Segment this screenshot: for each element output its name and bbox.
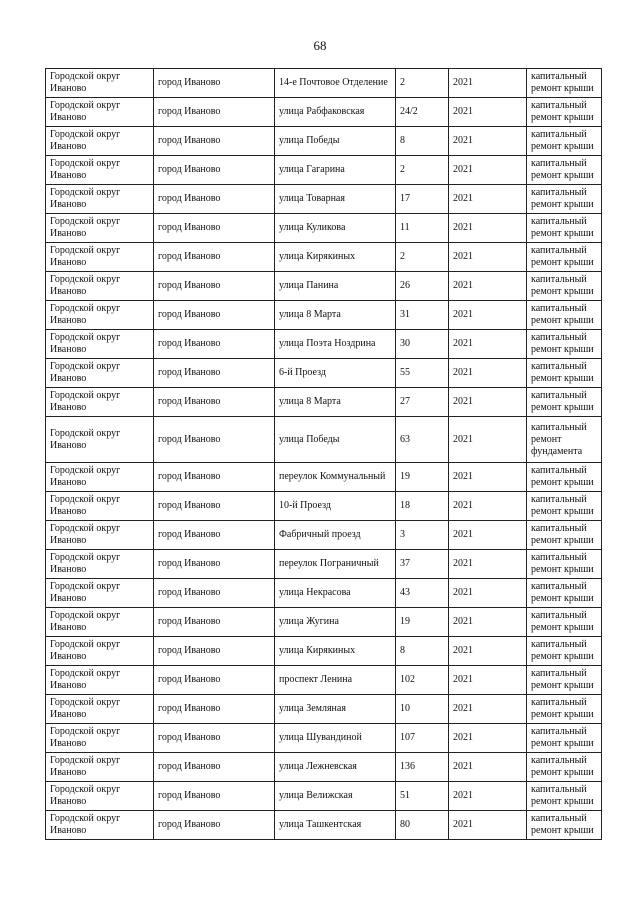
street-cell: улица Шувандиной (275, 724, 396, 753)
work-type-cell: капитальный ремонт крыши (527, 156, 602, 185)
year-cell: 2021 (449, 214, 527, 243)
page-number: 68 (313, 38, 327, 53)
year-cell: 2021 (449, 550, 527, 579)
city-cell: город Иваново (154, 417, 275, 463)
table-row (46, 521, 602, 550)
city-cell: город Иваново (154, 550, 275, 579)
year-cell: 2021 (449, 156, 527, 185)
municipality-cell: Городской округ Иваново (46, 243, 154, 272)
city-cell: город Иваново (154, 724, 275, 753)
street-cell: улица Панина (275, 272, 396, 301)
street-cell: улица Некрасова (275, 579, 396, 608)
municipality-cell: Городской округ Иваново (46, 753, 154, 782)
table-row (46, 272, 602, 301)
house-number-cell: 17 (396, 185, 449, 214)
street-cell: улица Победы (275, 417, 396, 463)
street-cell: улица Лежневская (275, 753, 396, 782)
table-row (46, 550, 602, 579)
municipality-cell: Городской округ Иваново (46, 301, 154, 330)
table-row (46, 214, 602, 243)
table-row (46, 753, 602, 782)
work-type-cell: капитальный ремонт крыши (527, 272, 602, 301)
municipality-cell: Городской округ Иваново (46, 330, 154, 359)
street-cell: улица Велижская (275, 782, 396, 811)
year-cell: 2021 (449, 243, 527, 272)
street-cell: улица Кирякиных (275, 243, 396, 272)
house-number-cell: 10 (396, 695, 449, 724)
year-cell: 2021 (449, 492, 527, 521)
house-number-cell: 19 (396, 608, 449, 637)
city-cell: город Иваново (154, 272, 275, 301)
table-row (46, 782, 602, 811)
house-number-cell: 102 (396, 666, 449, 695)
work-type-cell: капитальный ремонт крыши (527, 579, 602, 608)
work-type-cell: капитальный ремонт крыши (527, 724, 602, 753)
house-number-cell: 2 (396, 69, 449, 98)
table-row (46, 637, 602, 666)
municipality-cell: Городской округ Иваново (46, 272, 154, 301)
work-type-cell: капитальный ремонт крыши (527, 550, 602, 579)
street-cell: переулок Коммунальный (275, 463, 396, 492)
year-cell: 2021 (449, 272, 527, 301)
work-type-cell: капитальный ремонт крыши (527, 301, 602, 330)
table-row (46, 388, 602, 417)
house-number-cell: 63 (396, 417, 449, 463)
house-number-cell: 37 (396, 550, 449, 579)
municipality-cell: Городской округ Иваново (46, 359, 154, 388)
work-type-cell: капитальный ремонт крыши (527, 811, 602, 840)
street-cell: улица Победы (275, 127, 396, 156)
work-type-cell: капитальный ремонт крыши (527, 695, 602, 724)
city-cell: город Иваново (154, 243, 275, 272)
work-type-cell: капитальный ремонт фундамента (527, 417, 602, 463)
street-cell: 6-й Проезд (275, 359, 396, 388)
city-cell: город Иваново (154, 388, 275, 417)
year-cell: 2021 (449, 579, 527, 608)
table-row (46, 608, 602, 637)
table-row (46, 417, 602, 463)
city-cell: город Иваново (154, 463, 275, 492)
city-cell: город Иваново (154, 782, 275, 811)
street-cell: проспект Ленина (275, 666, 396, 695)
municipality-cell: Городской округ Иваново (46, 388, 154, 417)
house-number-cell: 43 (396, 579, 449, 608)
municipality-cell: Городской округ Иваново (46, 492, 154, 521)
work-type-cell: капитальный ремонт крыши (527, 492, 602, 521)
repair-schedule-table (45, 68, 602, 840)
street-cell: улица Кирякиных (275, 637, 396, 666)
house-number-cell: 107 (396, 724, 449, 753)
municipality-cell: Городской округ Иваново (46, 695, 154, 724)
street-cell: 14-е Почтовое Отделение (275, 69, 396, 98)
city-cell: город Иваново (154, 185, 275, 214)
year-cell: 2021 (449, 608, 527, 637)
house-number-cell: 11 (396, 214, 449, 243)
municipality-cell: Городской округ Иваново (46, 579, 154, 608)
municipality-cell: Городской округ Иваново (46, 550, 154, 579)
house-number-cell: 2 (396, 243, 449, 272)
table-row (46, 811, 602, 840)
year-cell: 2021 (449, 185, 527, 214)
house-number-cell: 136 (396, 753, 449, 782)
table-row (46, 156, 602, 185)
city-cell: город Иваново (154, 521, 275, 550)
city-cell: город Иваново (154, 492, 275, 521)
work-type-cell: капитальный ремонт крыши (527, 463, 602, 492)
street-cell: улица Товарная (275, 185, 396, 214)
year-cell: 2021 (449, 521, 527, 550)
municipality-cell: Городской округ Иваново (46, 782, 154, 811)
municipality-cell: Городской округ Иваново (46, 127, 154, 156)
street-cell: улица Гагарина (275, 156, 396, 185)
city-cell: город Иваново (154, 359, 275, 388)
municipality-cell: Городской округ Иваново (46, 69, 154, 98)
city-cell: город Иваново (154, 69, 275, 98)
year-cell: 2021 (449, 695, 527, 724)
table-body (46, 69, 602, 840)
table-row (46, 579, 602, 608)
city-cell: город Иваново (154, 330, 275, 359)
year-cell: 2021 (449, 330, 527, 359)
year-cell: 2021 (449, 69, 527, 98)
work-type-cell: капитальный ремонт крыши (527, 753, 602, 782)
municipality-cell: Городской округ Иваново (46, 724, 154, 753)
municipality-cell: Городской округ Иваново (46, 666, 154, 695)
street-cell: улица Земляная (275, 695, 396, 724)
work-type-cell: капитальный ремонт крыши (527, 637, 602, 666)
table-row (46, 69, 602, 98)
year-cell: 2021 (449, 359, 527, 388)
house-number-cell: 3 (396, 521, 449, 550)
year-cell: 2021 (449, 301, 527, 330)
year-cell: 2021 (449, 811, 527, 840)
city-cell: город Иваново (154, 579, 275, 608)
house-number-cell: 8 (396, 637, 449, 666)
year-cell: 2021 (449, 782, 527, 811)
city-cell: город Иваново (154, 666, 275, 695)
work-type-cell: капитальный ремонт крыши (527, 69, 602, 98)
street-cell: улица 8 Марта (275, 301, 396, 330)
table-row (46, 463, 602, 492)
house-number-cell: 18 (396, 492, 449, 521)
work-type-cell: капитальный ремонт крыши (527, 243, 602, 272)
work-type-cell: капитальный ремонт крыши (527, 185, 602, 214)
table-row (46, 492, 602, 521)
municipality-cell: Городской округ Иваново (46, 608, 154, 637)
table-row (46, 243, 602, 272)
house-number-cell: 51 (396, 782, 449, 811)
table-row (46, 724, 602, 753)
street-cell: 10-й Проезд (275, 492, 396, 521)
municipality-cell: Городской округ Иваново (46, 417, 154, 463)
municipality-cell: Городской округ Иваново (46, 811, 154, 840)
city-cell: город Иваново (154, 301, 275, 330)
street-cell: улица Куликова (275, 214, 396, 243)
street-cell: улица 8 Марта (275, 388, 396, 417)
city-cell: город Иваново (154, 695, 275, 724)
work-type-cell: капитальный ремонт крыши (527, 127, 602, 156)
table-row (46, 359, 602, 388)
year-cell: 2021 (449, 98, 527, 127)
city-cell: город Иваново (154, 98, 275, 127)
house-number-cell: 27 (396, 388, 449, 417)
work-type-cell: капитальный ремонт крыши (527, 388, 602, 417)
year-cell: 2021 (449, 388, 527, 417)
table-row (46, 185, 602, 214)
table-row (46, 98, 602, 127)
work-type-cell: капитальный ремонт крыши (527, 666, 602, 695)
municipality-cell: Городской округ Иваново (46, 521, 154, 550)
house-number-cell: 26 (396, 272, 449, 301)
street-cell: улица Поэта Ноздрина (275, 330, 396, 359)
year-cell: 2021 (449, 637, 527, 666)
city-cell: город Иваново (154, 156, 275, 185)
city-cell: город Иваново (154, 753, 275, 782)
street-cell: Фабричный проезд (275, 521, 396, 550)
house-number-cell: 80 (396, 811, 449, 840)
house-number-cell: 31 (396, 301, 449, 330)
year-cell: 2021 (449, 666, 527, 695)
house-number-cell: 30 (396, 330, 449, 359)
work-type-cell: капитальный ремонт крыши (527, 214, 602, 243)
street-cell: переулок Пограничный (275, 550, 396, 579)
city-cell: город Иваново (154, 637, 275, 666)
municipality-cell: Городской округ Иваново (46, 463, 154, 492)
table-row (46, 301, 602, 330)
municipality-cell: Городской округ Иваново (46, 214, 154, 243)
year-cell: 2021 (449, 724, 527, 753)
house-number-cell: 2 (396, 156, 449, 185)
year-cell: 2021 (449, 463, 527, 492)
street-cell: улица Ташкентская (275, 811, 396, 840)
house-number-cell: 24/2 (396, 98, 449, 127)
municipality-cell: Городской округ Иваново (46, 156, 154, 185)
table-row (46, 127, 602, 156)
municipality-cell: Городской округ Иваново (46, 637, 154, 666)
city-cell: город Иваново (154, 127, 275, 156)
city-cell: город Иваново (154, 811, 275, 840)
city-cell: город Иваново (154, 214, 275, 243)
house-number-cell: 8 (396, 127, 449, 156)
work-type-cell: капитальный ремонт крыши (527, 359, 602, 388)
year-cell: 2021 (449, 753, 527, 782)
work-type-cell: капитальный ремонт крыши (527, 521, 602, 550)
work-type-cell: капитальный ремонт крыши (527, 782, 602, 811)
work-type-cell: капитальный ремонт крыши (527, 98, 602, 127)
municipality-cell: Городской округ Иваново (46, 98, 154, 127)
year-cell: 2021 (449, 417, 527, 463)
year-cell: 2021 (449, 127, 527, 156)
house-number-cell: 19 (396, 463, 449, 492)
street-cell: улица Рабфаковская (275, 98, 396, 127)
table-row (46, 330, 602, 359)
street-cell: улица Жугина (275, 608, 396, 637)
work-type-cell: капитальный ремонт крыши (527, 608, 602, 637)
house-number-cell: 55 (396, 359, 449, 388)
city-cell: город Иваново (154, 608, 275, 637)
municipality-cell: Городской округ Иваново (46, 185, 154, 214)
work-type-cell: капитальный ремонт крыши (527, 330, 602, 359)
table-row (46, 695, 602, 724)
table-row (46, 666, 602, 695)
